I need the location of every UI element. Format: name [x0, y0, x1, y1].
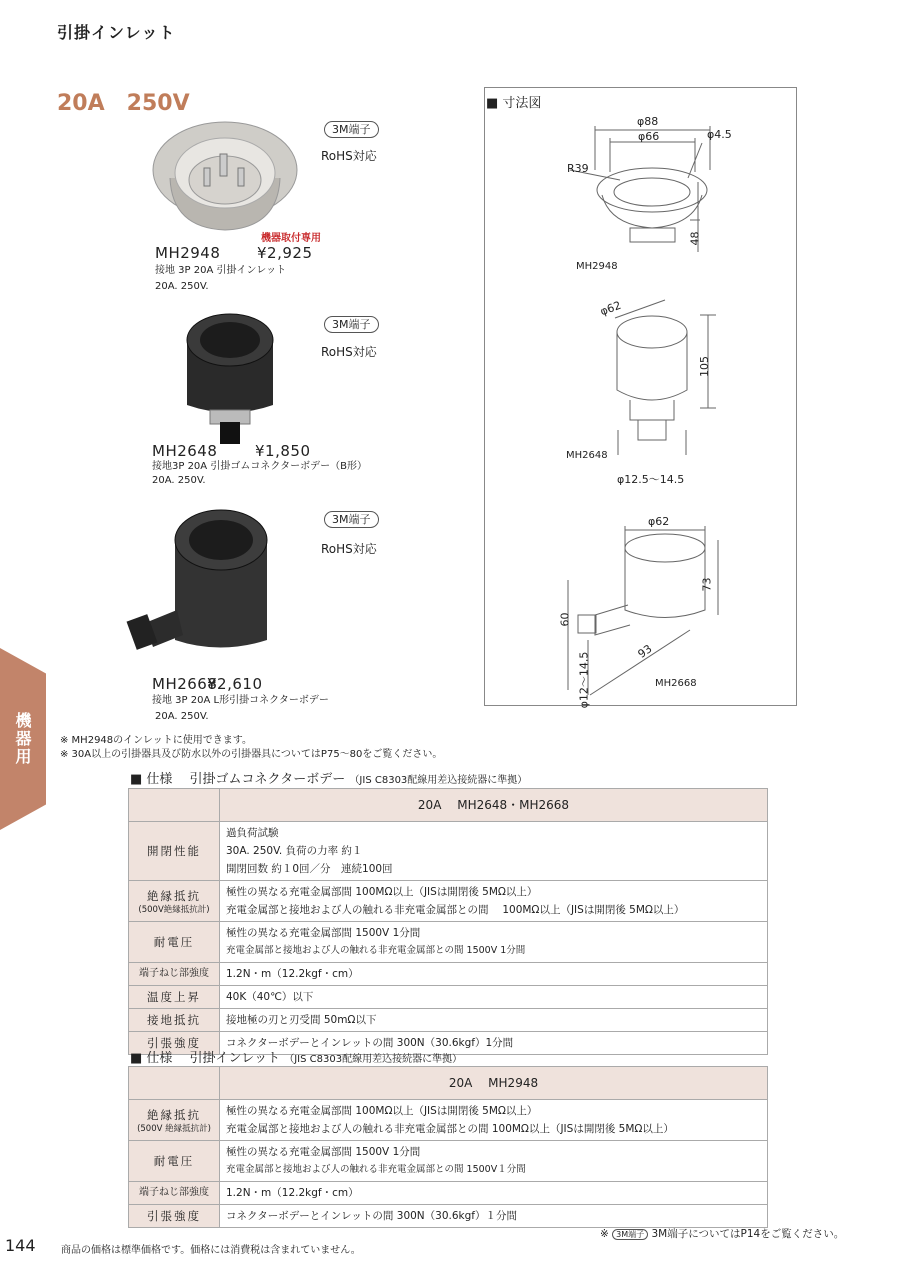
spec-label-sub: (500V 絶縁抵抗計)	[137, 1123, 211, 1134]
spec-value	[220, 922, 768, 963]
spec-value	[220, 822, 768, 881]
note-line: ※ 30A以上の引掛器具及び防水以外の引掛器具についてはP75～80をご覧ください。	[60, 749, 443, 760]
spec-line: 充電金属部と接地および人の触れる非充電金属部との間 100MΩ以上（JISは開閉後 5MΩ以上）	[226, 904, 685, 916]
spec-label-main: 絶縁抵抗	[147, 1107, 201, 1122]
mh2668-product-image	[125, 505, 295, 665]
rohs-label: RoHS対応	[321, 149, 377, 163]
dim-label: 60	[558, 612, 572, 627]
mh2648-product-image	[175, 310, 285, 445]
dim-label: 48	[688, 231, 702, 246]
spec-header: 20A MH2948	[220, 1067, 768, 1100]
spec-value	[220, 1141, 768, 1182]
dim-label: φ66	[638, 130, 660, 143]
dim-label: 73	[700, 577, 714, 592]
page-title: 引掛インレット	[57, 23, 176, 42]
mh2948-product-image	[150, 118, 300, 233]
spec-label: 端子ねじ部強度	[129, 963, 220, 986]
spec-line: 過負荷試験	[226, 827, 279, 839]
product-rating: 20A. 250V.	[155, 281, 209, 292]
mounting-only-note: 機器取付専用	[261, 233, 321, 244]
spec-label: 温度上昇	[129, 986, 220, 1009]
spec-heading-note: （JIS C8303配線用差込接続器に準拠）	[284, 1054, 463, 1065]
spec-heading-title: ■ 仕様 引掛インレット	[130, 1051, 281, 1066]
spec-label: 耐電圧	[129, 922, 220, 963]
footer-ref-prefix: ※	[600, 1228, 609, 1240]
product-description: 接地3P 20A 引掛ゴムコネクターボデー（B形）	[152, 461, 367, 472]
spec-line: 極性の異なる充電金属部間 100MΩ以上（JISは開閉後 5MΩ以上）	[226, 1105, 538, 1117]
spec-line: 30A. 250V. 負荷の力率 約１	[226, 845, 363, 857]
drawing-label: MH2668	[655, 678, 697, 689]
spec-header: 20A MH2648・MH2668	[220, 789, 768, 822]
spec-table-connector-body	[128, 788, 768, 1055]
spec-heading-title: ■ 仕様 引掛ゴムコネクターボデー	[130, 772, 346, 787]
product-price: ¥2,925	[257, 244, 313, 262]
spec-label: 引張強度	[129, 1205, 220, 1228]
product-price: ¥1,850	[255, 442, 311, 460]
spec-label	[129, 1100, 220, 1141]
note-line: ※ MH2948のインレットに使用できます。	[60, 735, 253, 746]
spec-line: 極性の異なる充電金属部間 1500V 1分間	[226, 1146, 421, 1158]
drawing-label: MH2948	[576, 261, 618, 272]
dim-label: 93	[635, 642, 655, 661]
page-number: 144	[5, 1236, 36, 1255]
dim-label: φ12.5～14.5	[617, 473, 685, 486]
product-model: MH2668	[152, 675, 218, 693]
spec-label-main: 絶縁抵抗	[147, 888, 201, 903]
spec-label: 引張強度	[129, 1032, 220, 1055]
rohs-label: RoHS対応	[321, 542, 377, 556]
spec-line: 極性の異なる充電金属部間 1500V 1分間	[226, 927, 421, 939]
dim-label: R39	[567, 162, 589, 175]
price-note: 商品の価格は標準価格です。価格には消費税は含まれていません。	[61, 1245, 361, 1256]
footer-reference	[600, 1226, 844, 1241]
spec-line: 開閉回数 約１0回／分 連続100回	[226, 863, 393, 875]
product-model: MH2648	[152, 442, 218, 460]
spec-value	[220, 1100, 768, 1141]
drawing-label: MH2648	[566, 450, 608, 461]
dim-label: φ12～14.5	[577, 651, 591, 709]
spec-label: 端子ねじ部強度	[129, 1182, 220, 1205]
product-rating: 20A. 250V.	[155, 711, 209, 722]
badge-3m-terminal: 3M端子	[612, 1229, 648, 1240]
spec-value: 接地極の刃と刃受間 50mΩ以下	[220, 1009, 768, 1032]
spec-label: 耐電圧	[129, 1141, 220, 1182]
spec-value	[220, 881, 768, 922]
badge-3m-terminal: 3M端子	[324, 121, 379, 138]
spec-header-blank	[129, 789, 220, 822]
dim-label: φ88	[637, 115, 659, 128]
spec-value: コネクターボデーとインレットの間 300N（30.6kgf）１分間	[220, 1205, 768, 1228]
dimension-drawings	[540, 110, 780, 700]
spec-heading	[130, 1047, 462, 1066]
footer-ref-text: 3M端子についてはP14をご覧ください。	[651, 1228, 845, 1240]
product-price: ¥2,610	[207, 675, 263, 693]
spec-label	[129, 881, 220, 922]
spec-label: 接地抵抗	[129, 1009, 220, 1032]
badge-3m-terminal: 3M端子	[324, 316, 379, 333]
product-description: 接地 3P 20A 引掛インレット	[155, 265, 287, 276]
spec-heading-note: （JIS C8303配線用差込接続器に準拠）	[349, 775, 528, 786]
spec-line: 充電金属部と接地および人の触れる非充電金属部との間 100MΩ以上（JISは開閉後 5MΩ以上）	[226, 1123, 674, 1135]
dimension-drawing-title: ■ 寸法図	[486, 96, 542, 111]
spec-line: 極性の異なる充電金属部間 100MΩ以上（JISは開閉後 5MΩ以上）	[226, 886, 538, 898]
spec-value: 1.2N・m（12.2kgf・cm）	[220, 1182, 768, 1205]
spec-value: 1.2N・m（12.2kgf・cm）	[220, 963, 768, 986]
product-description: 接地 3P 20A L形引掛コネクターボデー	[152, 695, 329, 706]
dim-label: 105	[698, 356, 711, 377]
spec-value: 40K（40℃）以下	[220, 986, 768, 1009]
spec-line: 充電金属部と接地および人の触れる非充電金属部との間 1500V１分間	[226, 1164, 526, 1175]
dim-label: φ4.5	[707, 128, 732, 141]
spec-label: 開閉性能	[129, 822, 220, 881]
dim-label: φ62	[648, 515, 670, 528]
spec-header-blank	[129, 1067, 220, 1100]
product-model: MH2948	[155, 244, 221, 262]
rohs-label: RoHS対応	[321, 345, 377, 359]
spec-value: コネクターボデーとインレットの間 300N（30.6kgf）1分間	[220, 1032, 768, 1055]
spec-label-sub: (500V絶縁抵抗計)	[138, 904, 210, 915]
product-rating: 20A. 250V.	[152, 475, 206, 486]
side-tab-label: 機器用	[13, 712, 32, 766]
dim-label: φ62	[598, 298, 623, 319]
badge-3m-terminal: 3M端子	[324, 511, 379, 528]
spec-table-inlet	[128, 1066, 768, 1228]
section-rating-title: 20A 250V	[57, 91, 190, 116]
spec-heading	[130, 768, 527, 787]
spec-line: 充電金属部と接地および人の触れる非充電金属部との間 1500V 1分間	[226, 945, 526, 956]
